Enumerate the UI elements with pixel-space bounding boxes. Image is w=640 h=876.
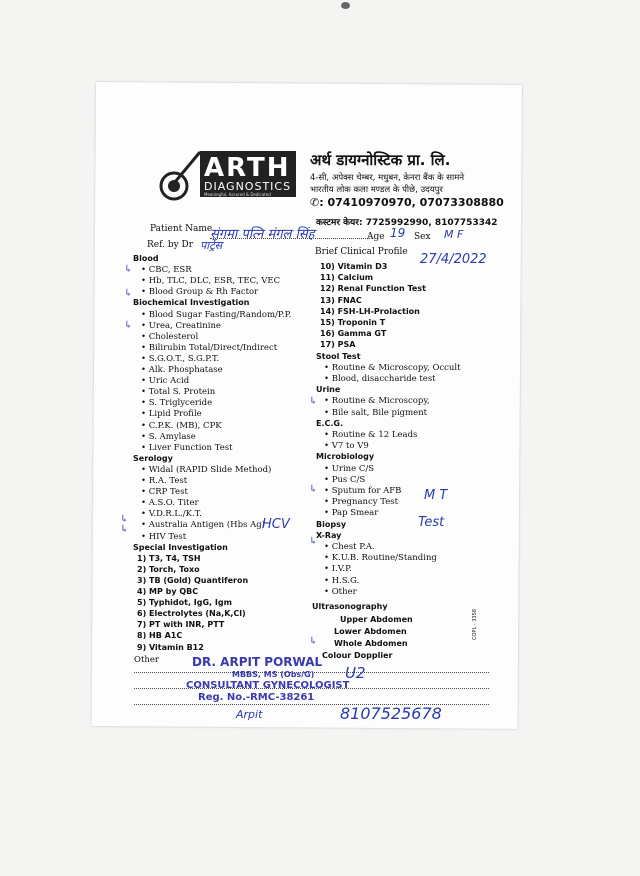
handwritten-mt: M T (424, 488, 448, 503)
section-heading (316, 352, 361, 361)
bullet-icon: • (324, 362, 332, 373)
test-item (141, 310, 291, 320)
section-heading (133, 254, 159, 263)
test-item-label: Blood Sugar Fasting/Random/P.P. (148, 309, 292, 320)
section-heading (316, 520, 346, 529)
test-item (141, 287, 258, 297)
test-item (141, 265, 192, 275)
test-item (320, 273, 373, 282)
test-item-label: Uric Acid (148, 376, 190, 387)
test-item (137, 631, 182, 640)
test-item (324, 497, 398, 507)
test-item-label: Blood, disaccharide test (331, 374, 436, 384)
test-item (137, 598, 232, 607)
bullet-icon: • (324, 564, 332, 575)
test-item-label: X-Ray (316, 530, 342, 540)
bullet-icon: • (141, 365, 149, 375)
test-item (141, 321, 221, 331)
bullet-icon: • (141, 276, 149, 287)
check-mark-icon: ↳ (309, 396, 318, 407)
bullet-icon: • (141, 531, 149, 542)
company-address-1: 4-सी, अपेक्स चेम्बर, मधुबन, केनरा बैंक के सामने (310, 173, 465, 183)
test-item (141, 509, 202, 519)
test-item-label: E.C.G. (316, 418, 344, 428)
test-item-label: Bile salt, Bile pigment (331, 407, 428, 418)
bullet-icon: • (141, 309, 149, 320)
doctor-stamp-degree: MBBS, MS (Obs/G) (232, 670, 315, 679)
patient-name-value: संगमा पत्नि मंगल सिंह (210, 227, 315, 242)
test-item-label: Total S. Protein (148, 387, 216, 398)
check-mark-icon: ↳ (309, 484, 318, 495)
bullet-icon: • (141, 331, 149, 342)
test-item (141, 443, 233, 453)
test-item-label: 17) PSA (320, 340, 356, 350)
handwritten-signature: Arpit (236, 708, 263, 721)
test-item-label: K.U.B. Routine/Standing (331, 553, 437, 564)
test-item-label: 7) PT with INR, PTT (137, 620, 225, 630)
test-item-label: C.P.K. (MB), CPK (148, 420, 222, 431)
bullet-icon: • (141, 442, 149, 453)
test-item (324, 396, 430, 406)
test-item (324, 564, 352, 574)
patient-name-label: Patient Name (150, 224, 213, 234)
check-mark-icon: ↳ (120, 524, 129, 535)
test-item (320, 284, 426, 293)
check-mark-icon: ↳ (124, 264, 133, 275)
test-item-label: Routine & Microscopy, (331, 396, 430, 407)
test-item-label: Alk. Phosphatase (148, 365, 223, 375)
sex-value: M F (444, 228, 464, 241)
test-item-label: CBC, ESR (148, 265, 192, 276)
bullet-icon: • (141, 420, 149, 431)
test-item (137, 620, 224, 629)
test-item (324, 508, 378, 518)
test-item-label: 9) Vitamin B12 (137, 642, 204, 652)
test-item-label: Australia Antigen (Hbs Ag) (148, 520, 265, 531)
ref-by-value: पार्ट्रेस (200, 239, 223, 252)
age-label: Age (367, 232, 385, 242)
test-item-label: 16) Gamma GT (320, 329, 387, 339)
bullet-icon: • (141, 398, 149, 409)
phone-text: : 07410970970, 07073308880 (319, 196, 504, 209)
doctor-stamp-name: DR. ARPIT PORWAL (192, 655, 323, 669)
test-item-label: 14) FSH-LH-Prolaction (320, 306, 420, 316)
handwritten-test: Test (418, 515, 445, 530)
test-item (141, 276, 280, 286)
test-item-label: 13) FNAC (320, 295, 362, 305)
company-name: अर्थ डायग्नोस्टिक प्रा. लि. (310, 151, 451, 169)
phone-numbers (310, 196, 504, 209)
bullet-icon: • (141, 287, 149, 298)
test-item-label: S. Triglyceride (148, 398, 213, 409)
test-item (137, 587, 198, 596)
test-item (141, 365, 223, 375)
test-item (141, 376, 189, 386)
test-item (141, 476, 187, 486)
section-heading (316, 385, 340, 394)
check-mark-icon: ↳ (309, 636, 318, 647)
test-item-label: 6) Electrolytes (Na,K,Cl) (137, 609, 246, 619)
ultra-upper-abdomen: Upper Abdomen (340, 615, 413, 624)
bullet-icon: • (141, 342, 149, 353)
bullet-icon: • (141, 431, 149, 442)
test-item (320, 340, 355, 349)
test-item-label: Hb, TLC, DLC, ESR, TEC, VEC (148, 276, 281, 287)
test-item (137, 565, 200, 574)
ultrasonography-heading: Ultrasonography (312, 602, 388, 611)
bullet-icon: • (141, 498, 149, 509)
test-item-label: Urea, Creatinine (148, 320, 221, 331)
test-item-label: Urine C/S (331, 463, 375, 474)
ultra-whole-abdomen: Whole Abdomen (334, 639, 408, 648)
test-item (141, 332, 198, 342)
bullet-icon: • (141, 487, 149, 498)
ultra-colour-dopplier: Colour Dopplier (322, 651, 393, 660)
bullet-icon: • (324, 553, 332, 564)
side-code: COPL - 3358 (472, 609, 478, 640)
bullet-icon: • (141, 520, 149, 531)
test-item (137, 609, 246, 618)
test-item (324, 464, 374, 474)
test-item-label: Routine & Microscopy, Occult (331, 362, 461, 373)
doctor-stamp-reg: Reg. No.-RMC-38261 (198, 692, 315, 703)
test-item (324, 587, 357, 597)
test-item-label: Pap Smear (331, 508, 379, 519)
doctor-stamp-title: CONSULTANT GYNECOLOGIST (186, 680, 350, 691)
test-item-label: R.A. Test (148, 476, 188, 486)
test-item-label: Stool Test (316, 351, 361, 361)
sex-label: Sex (414, 232, 431, 242)
test-item-label: S. Amylase (148, 431, 196, 442)
test-item (137, 576, 248, 585)
test-item (324, 441, 369, 451)
test-item (324, 475, 365, 485)
test-item-label: Pus C/S (331, 474, 366, 485)
test-item-label: Biopsy (316, 519, 347, 529)
bullet-icon: • (324, 586, 332, 597)
test-item (141, 398, 212, 408)
check-mark-icon: ↳ (120, 514, 129, 525)
section-heading (133, 543, 228, 552)
test-item-label: 1) T3, T4, TSH (137, 553, 201, 563)
bullet-icon: • (141, 476, 149, 486)
test-item-label: 10) Vitamin D3 (320, 262, 388, 271)
test-item (141, 354, 219, 364)
test-item (141, 487, 188, 497)
handwritten-hcv: HCV (262, 517, 290, 532)
phone-icon: ✆ (310, 196, 320, 209)
test-item-label: 3) TB (Gold) Quantiferon (137, 575, 249, 585)
check-mark-icon: ↳ (124, 320, 133, 331)
bullet-icon: • (141, 265, 149, 276)
test-item (320, 262, 387, 271)
bullet-icon: • (324, 407, 332, 418)
test-item-label: 15) Troponin T (320, 318, 386, 327)
bullet-icon: • (324, 441, 332, 452)
test-item-label: H.S.G. (331, 575, 360, 586)
section-heading (316, 531, 341, 540)
test-item (324, 553, 437, 563)
test-item-label: Microbiology (316, 452, 375, 462)
test-item (141, 421, 222, 431)
date-value: 27/4/2022 (420, 252, 487, 267)
test-item (137, 554, 201, 563)
test-item-label: V.D.R.L./K.T. (148, 509, 202, 520)
test-item-label: Other (331, 586, 357, 597)
test-item-label: V7 to V9 (331, 441, 369, 452)
check-mark-icon: ↳ (124, 288, 133, 299)
bullet-icon: • (141, 509, 149, 520)
test-item-label: Widal (RAPID Slide Method) (148, 464, 272, 475)
test-item-label: Serology (133, 453, 173, 463)
bullet-icon: • (141, 353, 149, 364)
logo-subtitle: DIAGNOSTICS (204, 180, 292, 193)
test-item (324, 576, 359, 586)
handwritten-mobile: 8107525678 (340, 704, 442, 723)
customer-care: कस्टमर केयर: 7725992990, 8107753342 (316, 218, 498, 228)
bullet-icon: • (324, 542, 332, 552)
logo-title: ARTH (204, 153, 291, 183)
logo-swoosh-icon (156, 148, 202, 204)
section-heading (316, 452, 374, 461)
test-item-label: 11) Calcium (320, 273, 374, 283)
test-item (141, 387, 215, 397)
test-item (141, 432, 196, 442)
bullet-icon: • (141, 320, 149, 331)
test-item-label: 4) MP by QBC (137, 587, 199, 596)
test-item-label: CRP Test (148, 487, 188, 498)
test-item-label: I.V.P. (331, 564, 352, 575)
test-item-label: S.G.O.T., S.G.P.T. (148, 353, 220, 364)
test-item (324, 363, 461, 373)
test-item (324, 408, 427, 418)
test-item (324, 486, 401, 496)
test-item-label: Routine & 12 Leads (331, 430, 418, 440)
bullet-icon: • (141, 464, 149, 475)
test-item-label: Cholesterol (148, 331, 199, 342)
test-item-label: Special Investigation (133, 542, 228, 552)
test-item-label: Chest P.A. (331, 542, 375, 552)
test-item (141, 498, 199, 508)
arth-logo (200, 151, 296, 197)
test-item (141, 532, 186, 542)
bullet-icon: • (141, 376, 149, 387)
test-item (320, 329, 386, 338)
bullet-icon: • (141, 387, 149, 398)
test-item (141, 465, 271, 475)
test-item-label: Liver Function Test (148, 442, 233, 453)
bullet-icon: • (324, 486, 332, 496)
bullet-icon: • (324, 374, 332, 384)
age-value: 19 (390, 226, 406, 240)
test-item-label: Bilirubin Total/Direct/Indirect (148, 342, 278, 353)
test-item-label: Pregnancy Test (331, 497, 399, 508)
test-item-label: Sputum for AFB (331, 486, 402, 496)
test-item (141, 520, 265, 530)
test-item (324, 542, 375, 552)
test-item-label: Blood Group & Rh Factor (148, 287, 259, 298)
test-item (324, 430, 417, 440)
bullet-icon: • (324, 430, 332, 440)
test-item (320, 307, 420, 316)
ref-by-label: Ref. by Dr (147, 240, 194, 250)
test-item-label: Blood (133, 254, 159, 263)
bullet-icon: • (141, 409, 149, 420)
bullet-icon: • (324, 575, 332, 586)
company-address-2: भारतीय लोक कला मण्डल के पीछे, उदयपुर (310, 185, 443, 195)
bullet-icon: • (324, 497, 332, 508)
brief-clinical-profile-label: Brief Clinical Profile (315, 247, 408, 257)
bullet-icon: • (324, 396, 332, 407)
other-label: Other (134, 655, 159, 665)
section-heading (133, 298, 249, 307)
ultra-lower-abdomen: Lower Abdomen (334, 627, 407, 636)
test-item (320, 296, 362, 305)
logo-tagline: Meaningful, Assured & Dedicated (204, 192, 271, 197)
bullet-icon: • (324, 508, 332, 519)
test-item-label: A.S.O. Titer (148, 498, 199, 509)
speck-mark (341, 2, 350, 9)
test-item (141, 409, 202, 419)
test-item-label: HIV Test (148, 531, 187, 542)
test-item-label: 2) Torch, Toxo (137, 564, 200, 574)
test-item-label: Biochemical Investigation (133, 298, 250, 308)
test-item-label: 8) HB A1C (137, 631, 183, 641)
test-item (320, 318, 385, 327)
check-mark-icon: ↳ (309, 536, 318, 547)
handwritten-us: U2 (345, 664, 366, 682)
test-item (137, 643, 204, 652)
bullet-icon: • (324, 463, 332, 474)
test-item (141, 343, 277, 353)
test-item (324, 374, 436, 384)
section-heading (133, 454, 173, 463)
bullet-icon: • (324, 474, 332, 485)
test-item-label: Urine (316, 385, 341, 395)
test-item-label: 5) Typhidot, IgG, Igm (137, 598, 232, 608)
test-item-label: 12) Renal Function Test (320, 284, 426, 294)
test-item-label: Lipid Profile (148, 409, 202, 420)
section-heading (316, 419, 343, 428)
